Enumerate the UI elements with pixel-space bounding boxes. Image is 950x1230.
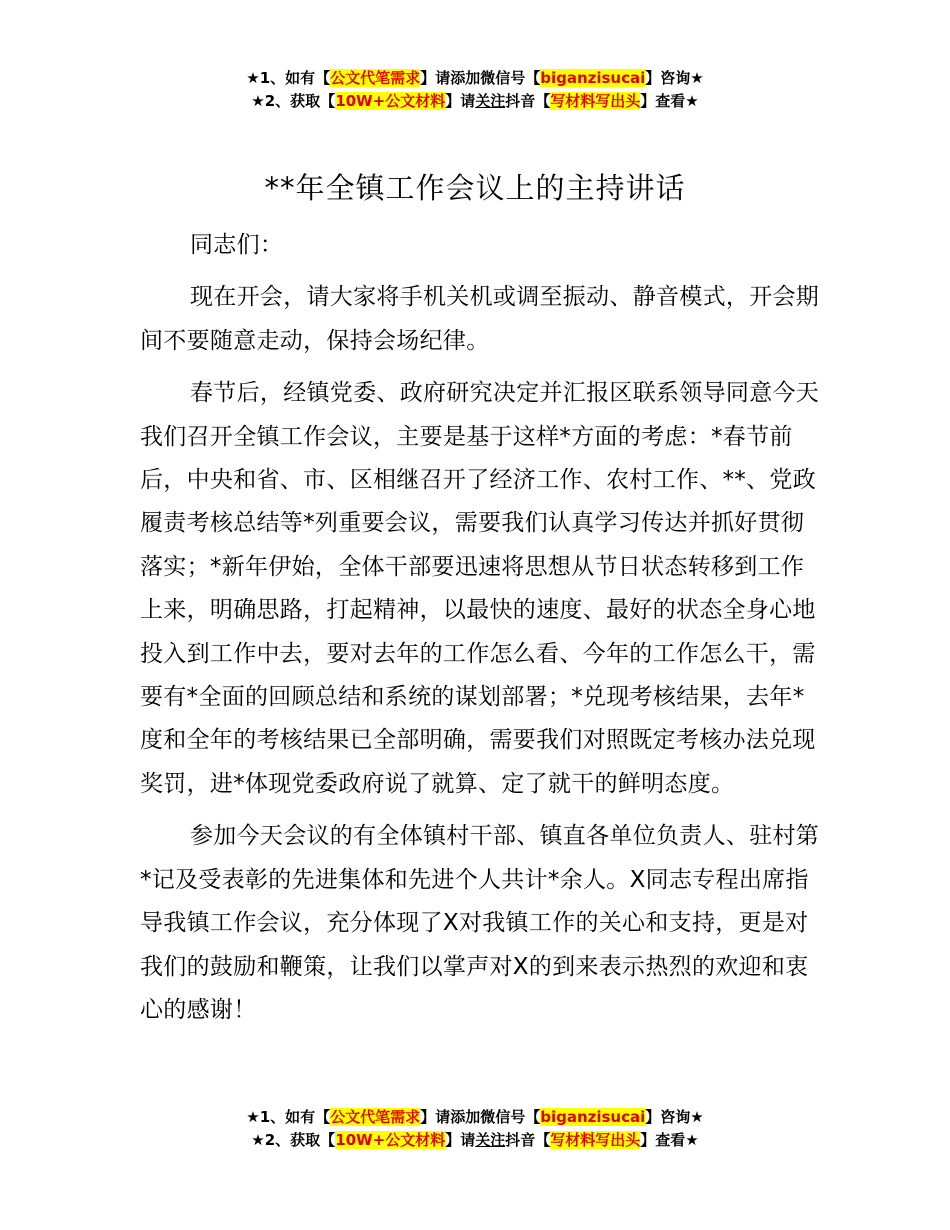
highlight-service: 公文代笔需求 [330, 69, 421, 87]
document-title: **年全镇工作会议上的主持讲话 [264, 171, 686, 205]
highlight-wechat-id: biganzisucai [540, 69, 646, 87]
footer-banner [0, 1106, 950, 1152]
banner-line-1: ★1、如有【公文代笔需求】请添加微信号【biganzisucai】咨询★ [246, 69, 704, 87]
document-body [140, 224, 820, 1041]
highlight-service: 公文代笔需求 [330, 1108, 421, 1126]
header-banner [0, 67, 950, 113]
banner-line-2: ★2、获取【10W+公文材料】请关注抖音【写材料写出头】查看★ [251, 1131, 699, 1149]
highlight-douyin-account: 写材料写出头 [550, 92, 641, 110]
banner-line-1: ★1、如有【公文代笔需求】请添加微信号【biganzisucai】咨询★ [246, 1108, 704, 1126]
highlight-wechat-id: biganzisucai [540, 1108, 646, 1126]
paragraph-salutation: 同志们： [190, 232, 284, 258]
paragraph-opening: 现在开会，请大家将手机关机或调至振动、静音模式，开会期间不要随意走动，保持会场纪律。 [140, 284, 820, 354]
paragraph-attendees: 参加今天会议的有全体镇村干部、镇直各单位负责人、驻村第*记及受表彰的先进集体和先进个人共计*余人。X同志专程出席指导我镇工作会议，充分体现了X对我镇工作的关心和支持，更是对我们的鼓励和鞭策，让我们以掌声对X的到来表示热烈的欢迎和衷心的感谢！ [140, 823, 820, 1023]
highlight-douyin-account: 写材料写出头 [550, 1131, 641, 1149]
underlined-follow: 关注 [475, 1131, 506, 1149]
banner-line-2: ★2、获取【10W+公文材料】请关注抖音【写材料写出头】查看★ [251, 92, 699, 110]
paragraph-purpose: 春节后，经镇党委、政府研究决定并汇报区联系领导同意今天我们召开全镇工作会议，主要是基于这样*方面的考虑：*春节前后，中央和省、市、区相继召开了经济工作、农村工作、**、党政履责考核总结等*列重要会议，需要我们认真学习传达并抓好贯彻落实；*新年伊始，全体干部要迅速将思想从节日状态转移到工作上来，明确思路，打起精神，以最快的速度、最好的状态全身心地投入到工作中去，要对去年的工作怎么看、今年的工作怎么干，需要有*全面的回顾总结和系统的谋划部署；*兑现考核结果，去年*度和全年的考核结果已全部明确，需要我们对照既定考核办法兑现奖罚，进*体现党委政府说了就算、定了就干的鲜明态度。 [140, 380, 820, 797]
highlight-materials: 10W+公文材料 [335, 92, 446, 110]
highlight-materials: 10W+公文材料 [335, 1131, 446, 1149]
underlined-follow: 关注 [475, 92, 506, 110]
